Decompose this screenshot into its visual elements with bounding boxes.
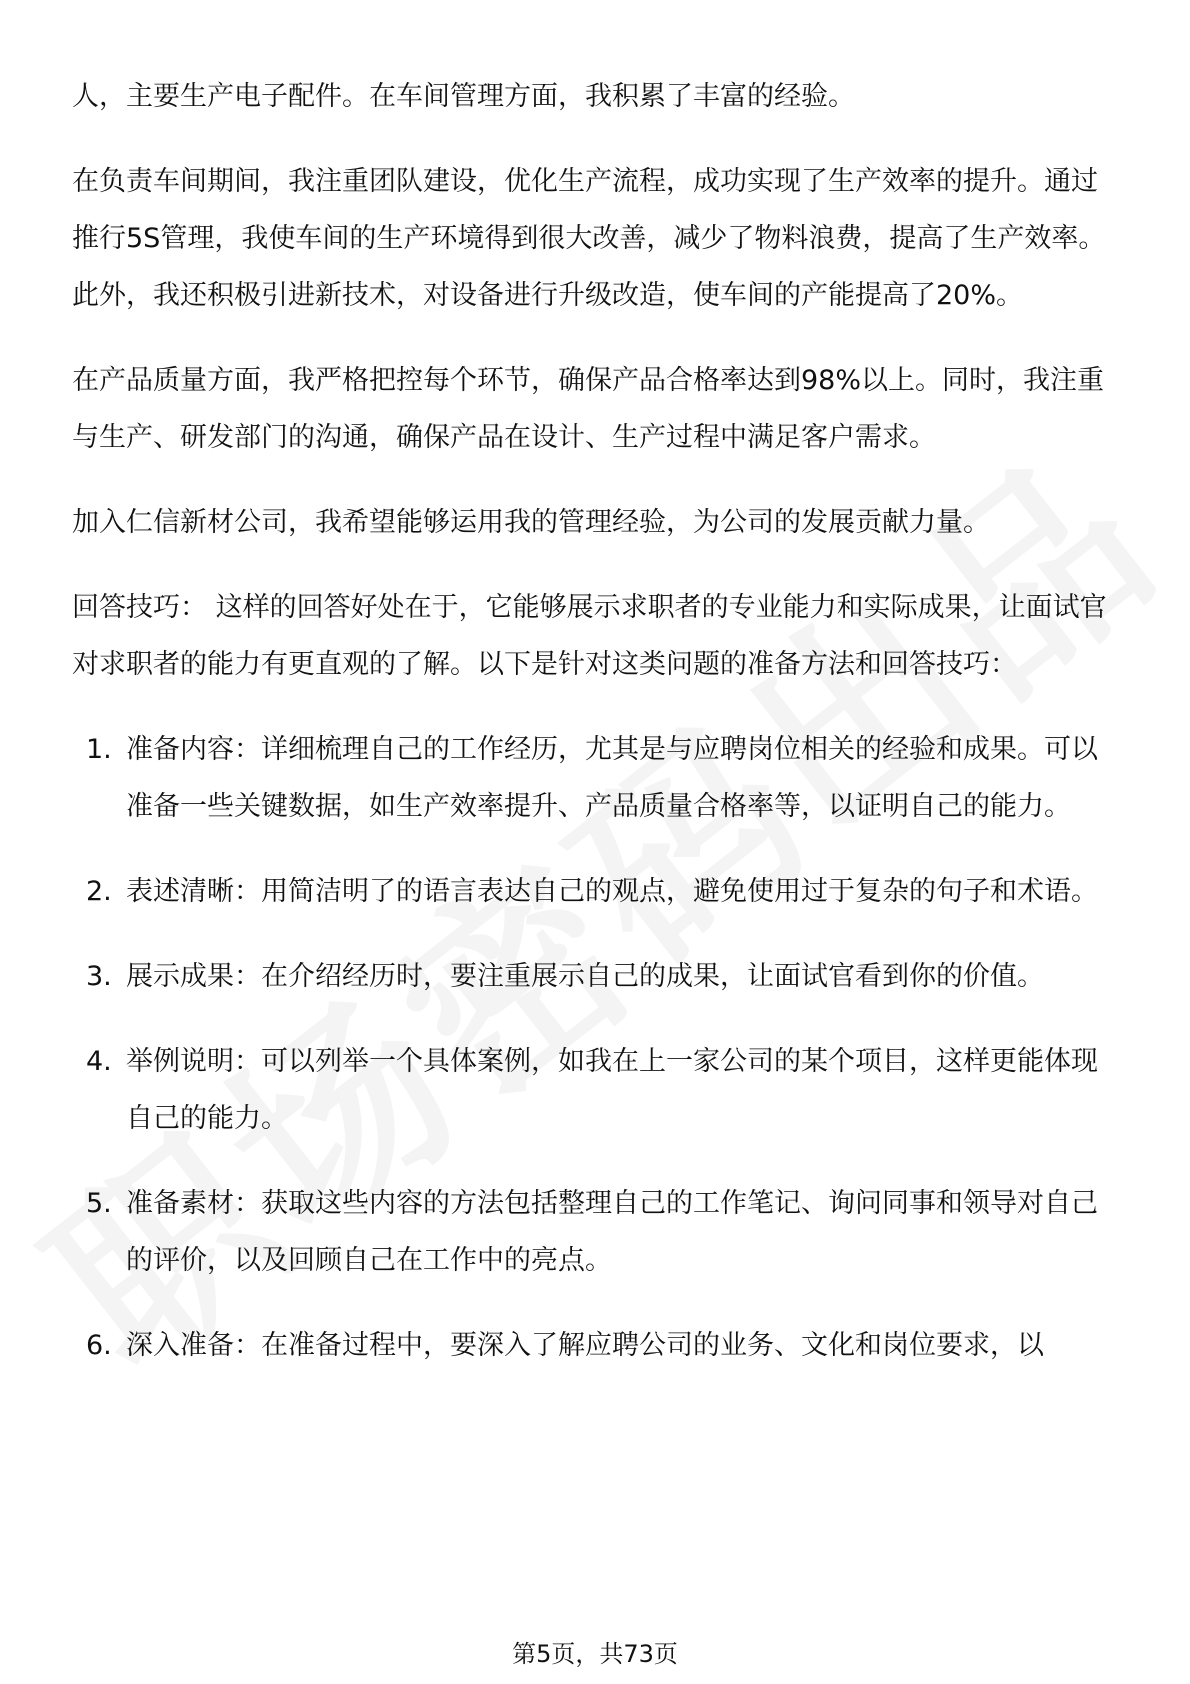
paragraph: 加入仁信新材公司，我希望能够运用我的管理经验，为公司的发展贡献力量。: [72, 507, 990, 538]
page-content: [72, 68, 1117, 1402]
list-item: [72, 721, 1117, 835]
list-number: 5.: [86, 1188, 112, 1219]
list-text: 表述清晰：用简洁明了的语言表达自己的观点，避免使用过于复杂的句子和术语。: [126, 876, 1098, 907]
list-text: 准备素材：获取这些内容的方法包括整理自己的工作笔记、询问同事和领导对自己的评价，以及回顾自己在工作中的亮点。: [126, 1188, 1098, 1276]
list-item: [72, 1175, 1117, 1289]
list-text: 举例说明：可以列举一个具体案例，如我在上一家公司的某个项目，这样更能体现自己的能力。: [126, 1046, 1098, 1134]
list-text: 准备内容：详细梳理自己的工作经历，尤其是与应聘岗位相关的经验和成果。可以准备一些关键数据，如生产效率提升、产品质量合格率等，以证明自己的能力。: [126, 734, 1098, 822]
list-number: 1.: [86, 734, 112, 765]
list-number: 3.: [86, 961, 112, 992]
paragraph: 在负责车间期间，我注重团队建设，优化生产流程，成功实现了生产效率的提升。通过推行5S管理，我使车间的生产环境得到很大改善，减少了物料浪费，提高了生产效率。此外，我还积极引进新技术，对设备进行升级改造，使车间的产能提高了20%。: [72, 166, 1106, 311]
paragraph: 人，主要生产电子配件。在车间管理方面，我积累了丰富的经验。: [72, 81, 855, 112]
list-item: [72, 948, 1117, 1005]
tips-list: [72, 721, 1117, 1374]
list-item: [72, 863, 1117, 920]
list-text: 展示成果：在介绍经历时，要注重展示自己的成果，让面试官看到你的价值。: [126, 961, 1044, 992]
paragraph: 在产品质量方面，我严格把控每个环节，确保产品合格率达到98%以上。同时，我注重与生产、研发部门的沟通，确保产品在设计、生产过程中满足客户需求。: [72, 365, 1105, 453]
list-number: 4.: [86, 1046, 112, 1077]
list-number: 2.: [86, 876, 112, 907]
paragraph-answer-tips: 回答技巧： 这样的回答好处在于，它能够展示求职者的专业能力和实际成果，让面试官对求职者的能力有更直观的了解。以下是针对这类问题的准备方法和回答技巧：: [72, 592, 1107, 680]
list-number: 6.: [86, 1330, 112, 1361]
list-item: [72, 1033, 1117, 1147]
list-item: [72, 1317, 1117, 1374]
list-text: 深入准备：在准备过程中，要深入了解应聘公司的业务、文化和岗位要求，以: [126, 1330, 1044, 1361]
page-number-footer: 第5页，共73页: [512, 1640, 678, 1668]
